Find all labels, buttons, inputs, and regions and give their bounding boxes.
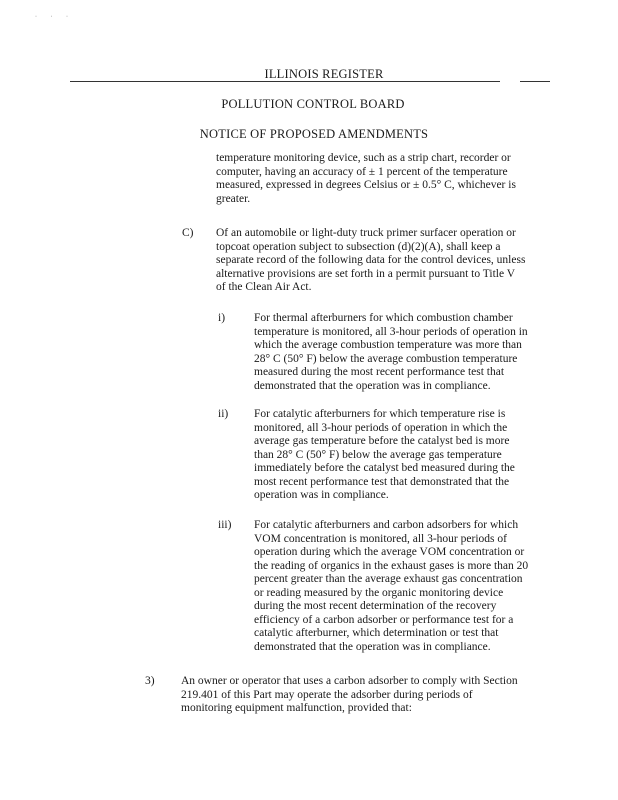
- text-line: monitoring equipment malfunction, provided that:: [181, 702, 412, 714]
- text-line: For thermal afterburners for which combustion chamber: [254, 312, 513, 324]
- item-3-paragraph: [181, 675, 518, 716]
- text-line: computer, having an accuracy of ± 1 percent of the temperature: [216, 165, 508, 178]
- text-line: An owner or operator that uses a carbon adsorber to comply with Section: [181, 675, 518, 687]
- notice-title: NOTICE OF PROPOSED AMENDMENTS: [199, 127, 429, 141]
- item-c-paragraph: [216, 227, 525, 295]
- scan-specks: · · ·: [35, 14, 74, 20]
- text-line: percent greater than the average exhaust gas concentration: [254, 573, 523, 585]
- text-line: separate record of the following data for the control devices, unless: [216, 254, 526, 266]
- item-ii-paragraph: [254, 408, 515, 503]
- continuation-paragraph: [216, 152, 516, 206]
- header-rule: [70, 81, 500, 82]
- text-line: or reading measured by the organic monitoring device: [254, 586, 504, 599]
- text-line: catalytic afterburner, which determination or test that: [254, 627, 499, 639]
- item-iii-paragraph: [254, 519, 528, 654]
- text-line: 219.401 of this Part may operate the adsorber during periods of: [181, 688, 473, 701]
- register-title: ILLINOIS REGISTER: [264, 67, 384, 81]
- text-line: average gas temperature before the catalyst bed is more: [254, 435, 510, 447]
- board-title: POLLUTION CONTROL BOARD: [221, 97, 405, 111]
- item-iii-marker: iii): [218, 519, 232, 531]
- text-line: demonstrated that the operation was in compliance.: [254, 379, 491, 392]
- text-line: alternative provisions are set forth in a permit pursuant to Title V: [216, 267, 516, 280]
- text-line: 28° C (50° F) below the average combustion temperature: [254, 352, 518, 365]
- text-line: of the Clean Air Act.: [216, 281, 312, 293]
- text-line: temperature is monitored, all 3-hour periods of operation in: [254, 325, 528, 338]
- text-line: measured, expressed in degrees Celsius or ± 0.5° C, whichever is: [216, 179, 516, 191]
- text-line: efficiency of a carbon adsorber or performance test for a: [254, 613, 514, 626]
- text-line: operation during which the average VOM concentration or: [254, 546, 525, 558]
- item-i-paragraph: [254, 312, 528, 393]
- item-ii-marker: ii): [218, 408, 229, 420]
- text-line: immediately before the catalyst bed measured during the: [254, 462, 515, 474]
- text-line: VOM concentration is monitored, all 3-hour periods of: [254, 532, 507, 545]
- item-3-marker: 3): [145, 675, 155, 687]
- text-line: during the most recent determination of the recovery: [254, 600, 497, 612]
- text-line: Of an automobile or light-duty truck primer surfacer operation or: [216, 227, 516, 239]
- text-line: the reading of organics in the exhaust gases is more than 20: [254, 559, 529, 572]
- item-i-marker: i): [218, 312, 226, 324]
- text-line: For catalytic afterburners and carbon adsorbers for which: [254, 519, 519, 531]
- item-c-marker: C): [182, 227, 194, 239]
- text-line: monitored, all 3-hour periods of operation in which the: [254, 421, 508, 434]
- text-line: measured during the most recent performance test that: [254, 366, 505, 378]
- text-line: temperature monitoring device, such as a strip chart, recorder or: [216, 152, 511, 164]
- text-line: For catalytic afterburners for which temperature rise is: [254, 408, 506, 420]
- text-line: greater.: [216, 192, 251, 205]
- text-line: demonstrated that the operation was in compliance.: [254, 640, 491, 653]
- text-line: which the average combustion temperature was more than: [254, 339, 522, 351]
- text-line: topcoat operation subject to subsection (d)(2)(A), shall keep a: [216, 240, 501, 253]
- text-line: operation was in compliance.: [254, 489, 389, 501]
- header-rule-short: [520, 81, 550, 82]
- text-line: most recent performance test that demonstrated that the: [254, 475, 510, 488]
- text-line: than 28° C (50° F) below the average gas temperature: [254, 448, 502, 461]
